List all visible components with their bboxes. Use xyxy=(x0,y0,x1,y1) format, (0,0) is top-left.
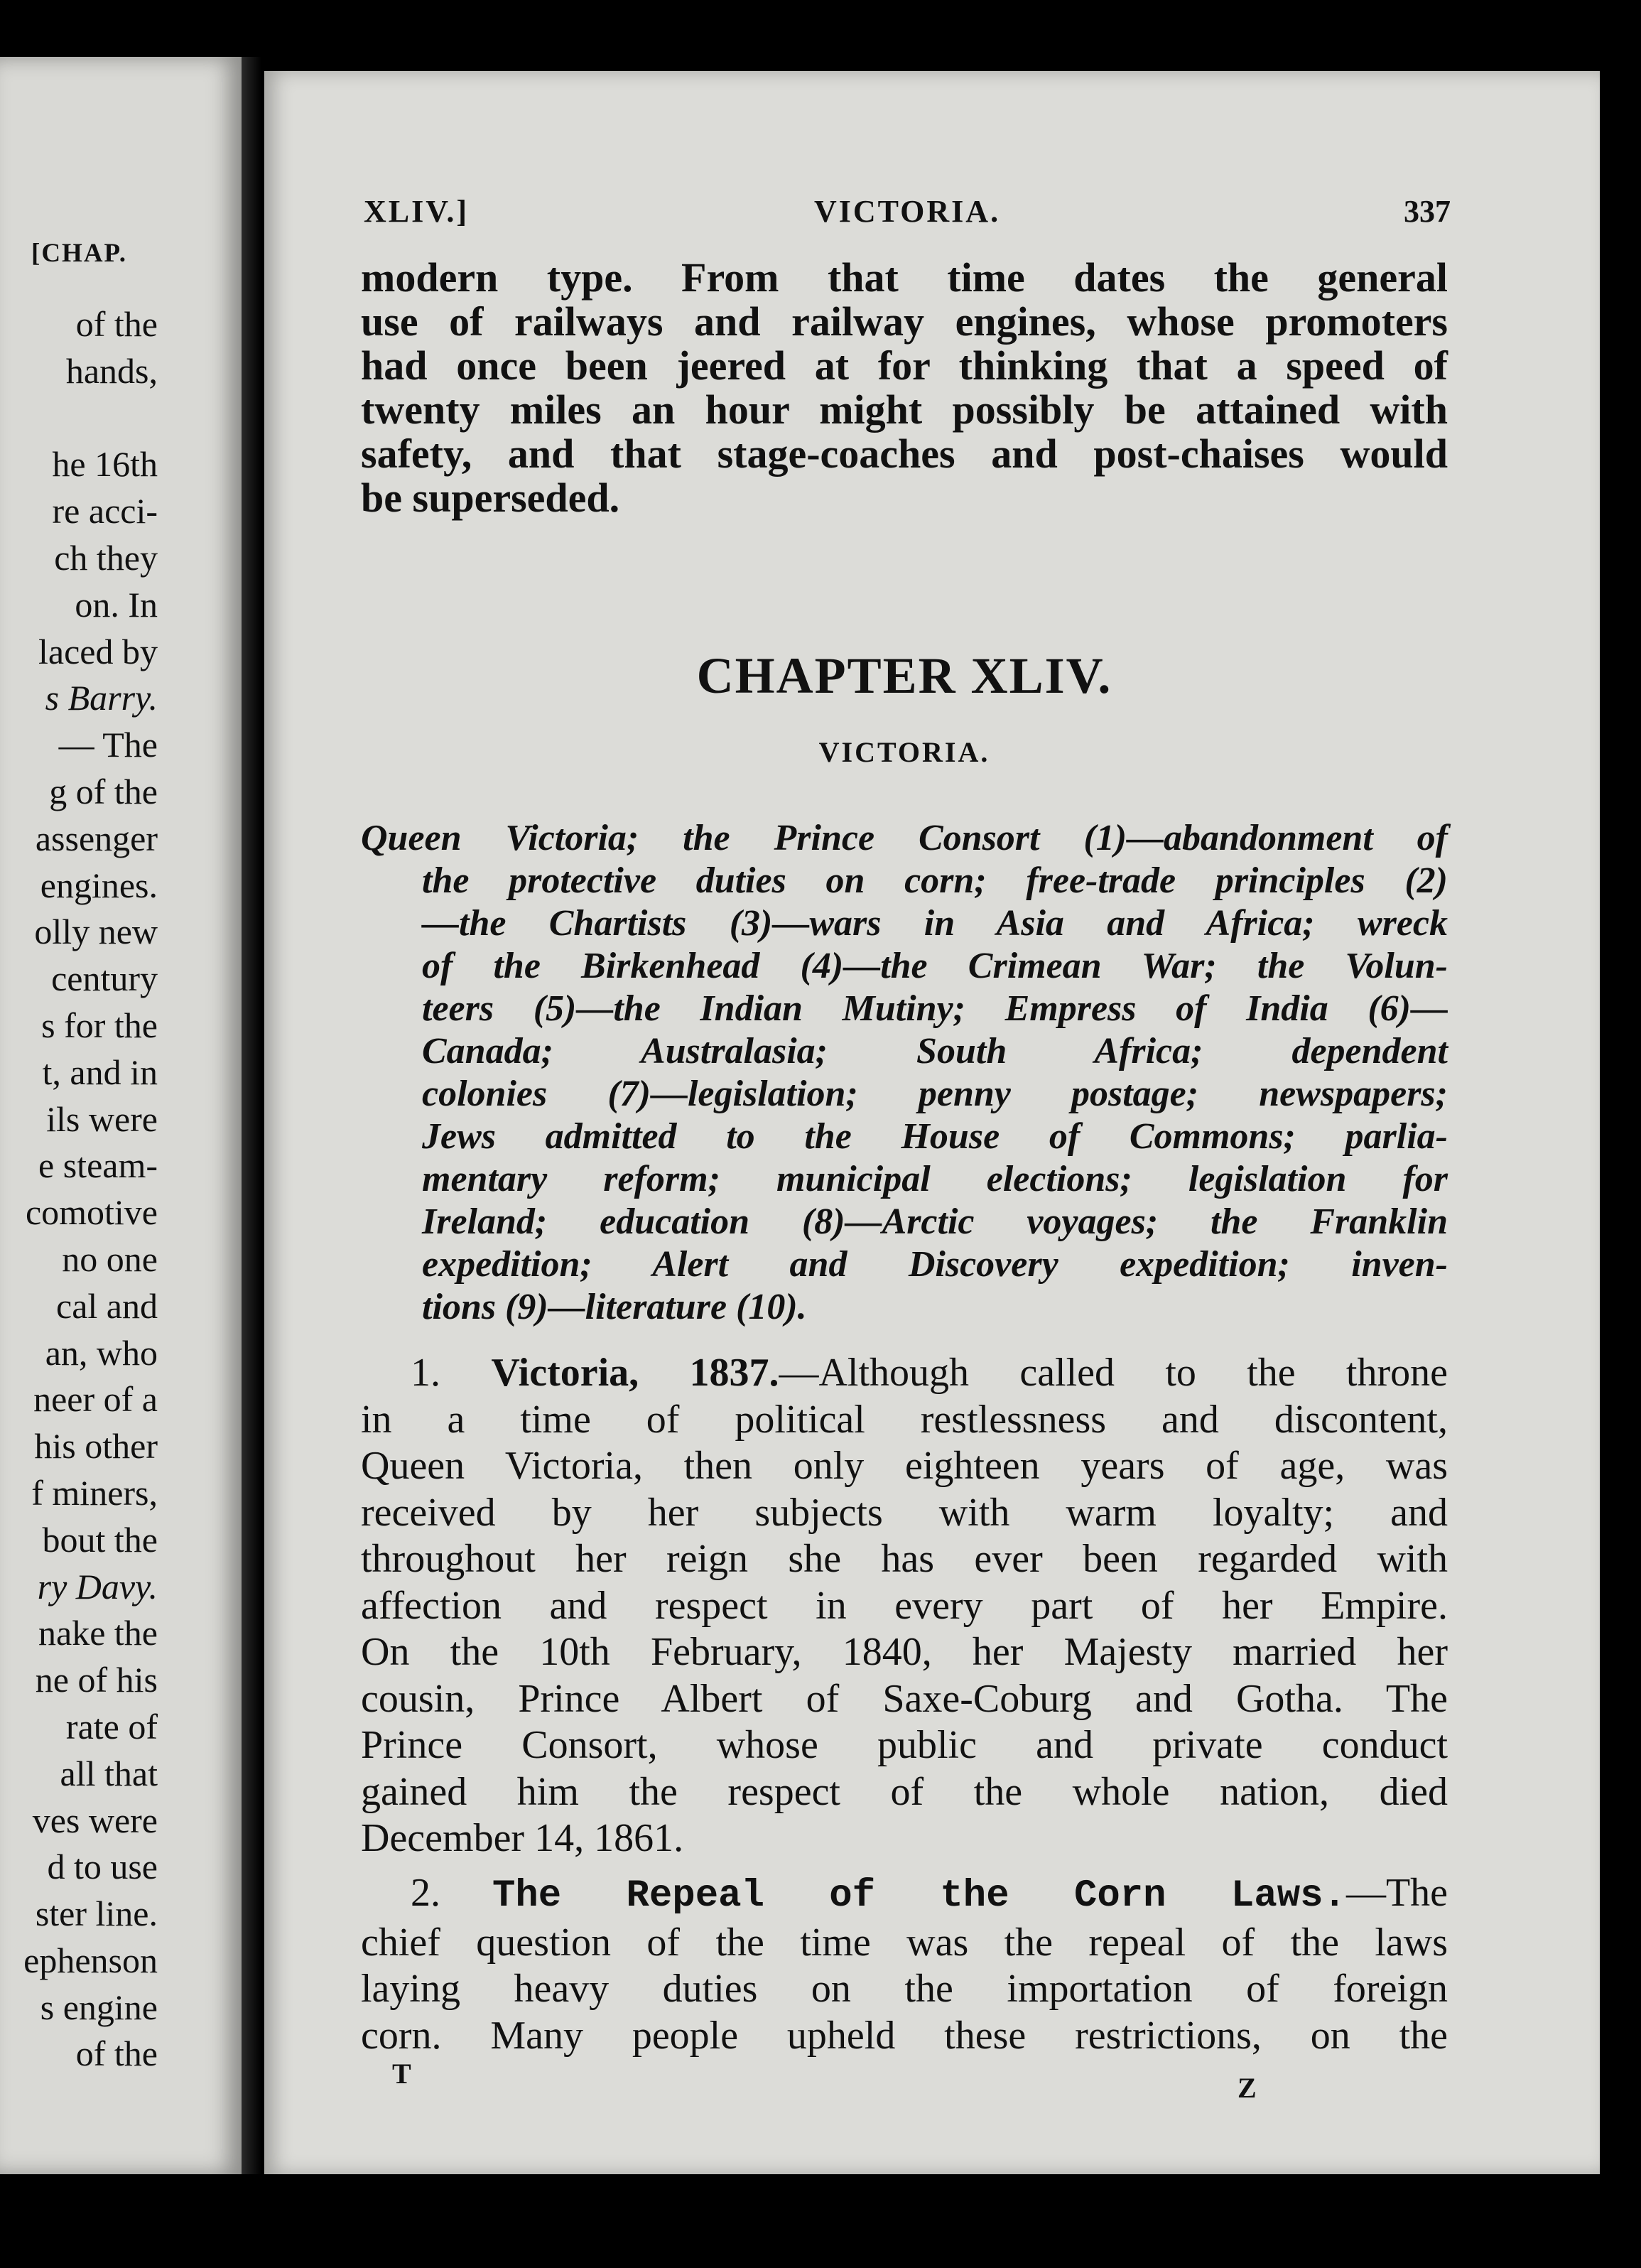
paragraph-line: cousin, Prince Albert of Saxe-Coburg and Gotha. The xyxy=(361,1676,1448,1721)
left-page-line: ephenson xyxy=(23,1940,158,1980)
intro-line: use of railways and railway engines, whose promoters xyxy=(361,298,1448,345)
left-page-line: assenger xyxy=(35,818,158,858)
left-page-line: t, and in xyxy=(42,1052,158,1092)
paragraph-line: received by her subjects with warm loyalty; and xyxy=(361,1490,1448,1535)
signature-mark-left: T xyxy=(392,2058,411,2090)
left-page-line: bout the xyxy=(42,1519,158,1560)
section-2-number: 2. xyxy=(411,1871,440,1915)
left-page-line: an, who xyxy=(45,1332,158,1373)
section-2-heading: The Repeal of the Corn Laws. xyxy=(492,1874,1346,1918)
paragraph-line: December 14, 1861. xyxy=(361,1816,684,1860)
left-page-line: hands, xyxy=(65,350,158,391)
page-number: 337 xyxy=(1404,194,1451,229)
section-2-paragraph xyxy=(361,1870,1448,2059)
left-page-line: — The xyxy=(58,725,158,765)
left-page-line: ne of his xyxy=(35,1660,158,1700)
intro-paragraph xyxy=(361,256,1448,520)
left-page-line: laced by xyxy=(38,631,158,671)
left-page-line: all that xyxy=(60,1753,158,1793)
left-page-line: of the xyxy=(75,2034,158,2074)
summary-line: the protective duties on corn; free-trade principles (2) xyxy=(422,860,1448,901)
intro-line: be superseded. xyxy=(361,475,620,521)
paragraph-line: throughout her reign she has ever been regarded with xyxy=(361,1537,1448,1581)
left-page-line: s for the xyxy=(41,1005,158,1045)
paragraph-line: corn. Many people upheld these restrictions, on the xyxy=(361,2013,1448,2058)
left-page-line: engines. xyxy=(40,865,158,905)
summary-line: Jews admitted to the House of Commons; parlia- xyxy=(422,1116,1448,1157)
intro-line: safety, and that stage-coaches and post-chaises would xyxy=(361,431,1448,477)
left-page-line: ch they xyxy=(54,537,158,578)
left-page-line: olly new xyxy=(34,912,158,952)
summary-line: Ireland; education (8)—Arctic voyages; the Franklin xyxy=(422,1202,1448,1242)
chapter-summary xyxy=(361,817,1448,1329)
summary-line: teers (5)—the Indian Mutiny; Empress of India (6)— xyxy=(422,988,1448,1029)
left-page-text xyxy=(0,301,158,2078)
running-head xyxy=(364,193,1451,236)
paragraph-line: On the 10th February, 1840, her Majesty married her xyxy=(361,1630,1448,1674)
running-head-chapter: XLIV.] xyxy=(364,194,470,229)
left-page-line: ils were xyxy=(46,1098,158,1139)
left-page-line: f miners, xyxy=(31,1472,158,1513)
left-page-line: neer of a xyxy=(33,1379,158,1420)
right-page xyxy=(264,71,1600,2174)
left-page-line: no one xyxy=(62,1238,158,1279)
paragraph-line: laying heavy duties on the importation of foreign xyxy=(361,1967,1448,2011)
left-page-line: of the xyxy=(75,304,158,344)
left-page xyxy=(0,57,242,2174)
section-1-paragraph xyxy=(361,1350,1448,1862)
left-page-line: ves were xyxy=(32,1800,158,1840)
chapter-subtitle: VICTORIA. xyxy=(818,736,990,768)
left-page-line: d to use xyxy=(47,1847,158,1887)
section-1-heading: Victoria, 1837. xyxy=(491,1351,779,1395)
summary-line: expedition; Alert and Discovery expedition; inven- xyxy=(422,1244,1448,1285)
summary-line: Canada; Australasia; South Africa; dependent xyxy=(422,1031,1448,1071)
paragraph-line: affection and respect in every part of her Empire. xyxy=(361,1583,1448,1628)
chapter-title: CHAPTER XLIV. xyxy=(696,647,1112,704)
section-2-line-1-rest: —The xyxy=(1345,1871,1448,1915)
summary-line: —the Chartists (3)—wars in Asia and Africa; wreck xyxy=(422,903,1448,944)
section-1-line-1-rest: —Although called to the throne xyxy=(779,1351,1448,1395)
summary-line: mentary reform; municipal elections; legislation for xyxy=(422,1159,1448,1199)
left-page-line: he 16th xyxy=(52,444,158,485)
paragraph-line: Queen Victoria, then only eighteen years of age, was xyxy=(361,1444,1448,1488)
section-1-first-line xyxy=(361,1350,1448,1397)
section-1-number: 1. xyxy=(411,1351,440,1395)
left-page-line: ster line. xyxy=(35,1894,158,1934)
book-gutter xyxy=(242,57,261,2174)
section-2-first-line xyxy=(361,1870,1448,1920)
left-page-line: nake the xyxy=(38,1613,158,1653)
left-page-line: e steam- xyxy=(38,1145,158,1186)
left-page-line xyxy=(0,395,158,442)
left-page-line: ry Davy. xyxy=(37,1566,158,1606)
running-head-title: VICTORIA. xyxy=(813,194,1001,229)
left-page-line: re acci- xyxy=(52,491,158,531)
summary-line: colonies (7)—legislation; penny postage; newspapers; xyxy=(422,1074,1448,1114)
summary-line: Queen Victoria; the Prince Consort (1)—abandonment of xyxy=(361,818,1448,858)
signature-mark-right: Z xyxy=(1237,2072,1257,2104)
paragraph-line: in a time of political restlessness and discontent, xyxy=(361,1397,1448,1442)
summary-line: of the Birkenhead (4)—the Crimean War; the Volun- xyxy=(422,946,1448,986)
paragraph-line: chief question of the time was the repeal of the laws xyxy=(361,1920,1448,1965)
left-page-line: his other xyxy=(34,1426,158,1467)
left-page-line: on. In xyxy=(75,584,158,625)
intro-line: twenty miles an hour might possibly be attained with xyxy=(361,387,1448,433)
left-page-line: rate of xyxy=(65,1706,158,1746)
left-page-line: g of the xyxy=(49,771,158,811)
paragraph-line: Prince Consort, whose public and private conduct xyxy=(361,1723,1448,1767)
left-page-line: s engine xyxy=(40,1987,158,2027)
intro-line: had once been jeered at for thinking that a speed of xyxy=(361,342,1448,389)
intro-line: modern type. From that time dates the general xyxy=(361,254,1448,301)
left-page-line: cal and xyxy=(56,1285,158,1326)
paragraph-line: gained him the respect of the whole nation, died xyxy=(361,1769,1448,1814)
left-page-line: s Barry. xyxy=(45,678,158,718)
left-page-line: century xyxy=(51,958,158,999)
left-page-line: comotive xyxy=(25,1192,158,1233)
summary-line: tions (9)—literature (10). xyxy=(422,1287,807,1327)
left-page-running-head: [CHAP. xyxy=(31,239,127,268)
